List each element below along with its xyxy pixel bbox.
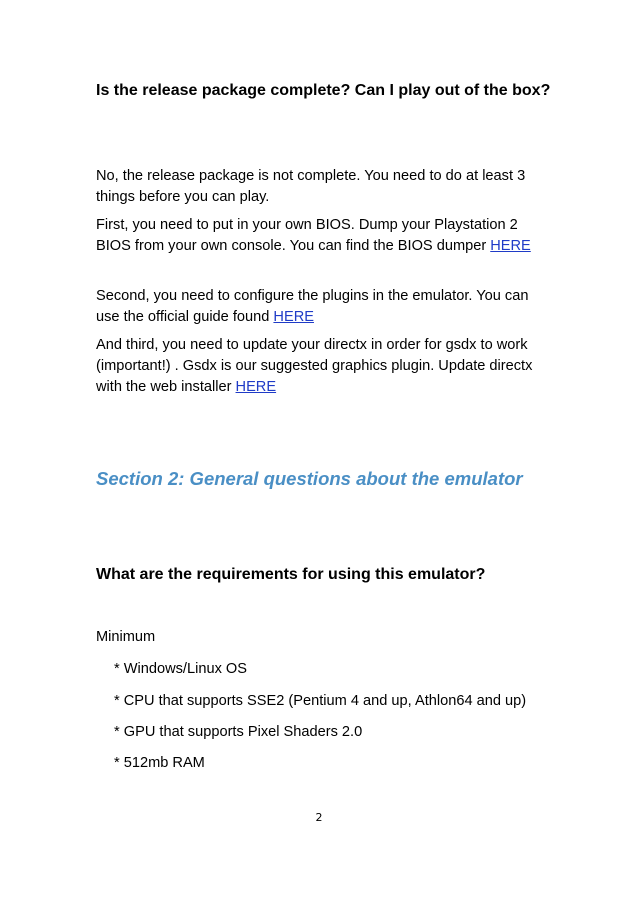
requirement-item-cpu: * CPU that supports SSE2 (Pentium 4 and up, Athlon64 and up) [114,693,527,709]
bios-dumper-link[interactable]: HERE [490,238,531,254]
directx-installer-link[interactable]: HERE [235,379,277,395]
minimum-label: Minimum [96,629,156,645]
faq-answer-intro: No, the release package is not complete. You need to do at least 3 things before you can play. [96,168,526,205]
section-2-heading: Section 2: General questions about the emulator [96,468,523,489]
requirement-item-ram: * 512mb RAM [114,755,205,771]
requirement-item-gpu: * GPU that supports Pixel Shaders 2.0 [114,724,363,740]
step2-paragraph [96,286,556,328]
step1-paragraph [96,215,556,257]
step2-text: Second, you need to configure the plugins in the emulator. You can use the official guide found [96,288,529,325]
step3-paragraph [96,335,556,398]
step3-text: And third, you need to update your directx in order for gsdx to work (important!) . Gsdx is our suggested graphics plugin. Update directx with the web installer [96,337,533,395]
plugin-guide-link[interactable]: HERE [273,309,314,325]
page-number: 2 [315,811,323,824]
faq-question-release-package: Is the release package complete? Can I play out of the box? [96,82,551,99]
requirement-item-os: * Windows/Linux OS [114,661,248,677]
faq-question-requirements: What are the requirements for using this emulator? [96,566,486,583]
step1-text: First, you need to put in your own BIOS. Dump your Playstation 2 BIOS from your own console. You can find the BIOS dumper [96,217,518,254]
